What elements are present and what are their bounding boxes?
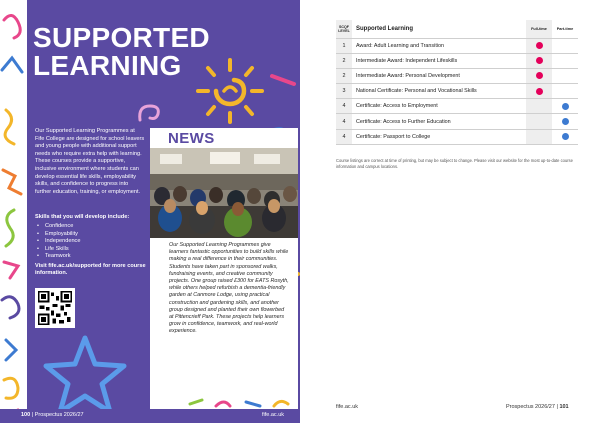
table-row <box>336 38 578 53</box>
course-level: 2 <box>336 53 352 68</box>
course-level: 4 <box>336 99 352 114</box>
squiggle-decoration <box>0 0 27 423</box>
course-level: 2 <box>336 68 352 83</box>
part-time-cell <box>552 99 578 114</box>
part-time-dot-icon <box>562 118 569 125</box>
course-level: 4 <box>336 129 352 144</box>
skills-heading: Skills that you will develop include: <box>35 214 130 220</box>
left-footer <box>0 409 300 423</box>
table-row <box>336 114 578 129</box>
sun-icon <box>190 56 270 126</box>
course-level: 4 <box>336 114 352 129</box>
part-time-cell <box>552 53 578 68</box>
full-time-cell <box>526 38 552 53</box>
course-footnote: Course listings are correct at time of printing, but may be subject to change. Please visit our website for the most up-to-date course information and campus locations. <box>336 158 573 169</box>
title-line-2: LEARNING <box>33 50 182 81</box>
course-name: Certificate: Passport to College <box>352 129 526 144</box>
course-name: Certificate: Access to Employment <box>352 99 526 114</box>
course-table <box>336 20 578 145</box>
skills-list <box>37 223 147 261</box>
classroom-photo <box>150 148 298 238</box>
table-header-row <box>336 20 578 38</box>
course-name: National Certificate: Personal and Vocational Skills <box>352 84 526 99</box>
visit-link-text[interactable]: Visit fife.ac.uk/supported for more course information. <box>35 263 146 277</box>
swirl-icon <box>136 100 166 126</box>
part-time-cell <box>552 129 578 144</box>
full-time-cell <box>526 99 552 114</box>
full-time-cell <box>526 68 552 83</box>
list-item: • Independence <box>37 238 147 246</box>
news-photo <box>150 148 298 238</box>
bottom-squiggles-decoration <box>186 396 296 410</box>
table-row <box>336 84 578 99</box>
full-time-dot-icon <box>536 57 543 64</box>
full-time-column-header: Full-time <box>526 20 552 38</box>
list-item: • Employability <box>37 231 147 239</box>
full-time-dot-icon <box>536 88 543 95</box>
title-line-1: SUPPORTED <box>33 22 210 53</box>
right-footer-site[interactable]: fife.ac.uk <box>336 404 359 410</box>
table-row <box>336 53 578 68</box>
qr-code[interactable] <box>35 288 75 328</box>
course-name: Award: Adult Learning and Transition <box>352 38 526 53</box>
list-item: • Confidence <box>37 223 147 231</box>
qr-code-icon <box>38 291 72 325</box>
full-time-cell <box>526 53 552 68</box>
part-time-dot-icon <box>562 103 569 110</box>
table-row <box>336 68 578 83</box>
course-level: 3 <box>336 84 352 99</box>
right-page-number: Prospectus 2026/27 | 101 <box>506 404 569 410</box>
full-time-dot-icon <box>536 42 543 49</box>
decorative-strip <box>0 0 27 423</box>
news-heading: NEWS <box>168 130 215 147</box>
list-item: • Life Skills <box>37 246 147 254</box>
table-row <box>336 99 578 114</box>
intro-text: Our Supported Learning Programmes at Fife College are designed for school leavers and young people with additional support needs who require extra help with learning. These courses provide a supportive, inclusive environment where students can develop essential life skills, employability skills, and confidence to progress into further education, training, or employment. <box>35 128 145 195</box>
part-time-cell <box>552 114 578 129</box>
part-time-column-header: Part-time <box>552 20 578 38</box>
full-time-cell <box>526 114 552 129</box>
part-time-cell <box>552 68 578 83</box>
left-footer-site[interactable]: fife.ac.uk <box>262 412 285 418</box>
part-time-cell <box>552 38 578 53</box>
level-column-header: SCQF LEVEL <box>336 20 352 38</box>
course-name: Certificate: Access to Further Education <box>352 114 526 129</box>
star-icon <box>40 330 130 420</box>
course-level: 1 <box>336 38 352 53</box>
news-body-text: Our Supported Learning Programmes give learners fantastic opportunities to build skills while making a real difference in their communities. Students have taken part in sponsored walks, fundraising events, and creative community projects. One group raised £300 for EATS Rosyth, while others helped refurbish a dementia-friendly garden at Canmore Lodge, using practical construction and gardening skills, and another group designed and planted their own flowerbed at Pittencrieff Park. These projects help learners grow in confidence, teamwork, and real-world experience. <box>169 242 289 335</box>
full-time-cell <box>526 84 552 99</box>
list-item: • Teamwork <box>37 253 147 261</box>
part-time-dot-icon <box>562 133 569 140</box>
course-name: Intermediate Award: Independent Lifeskills <box>352 53 526 68</box>
part-time-cell <box>552 84 578 99</box>
full-time-cell <box>526 129 552 144</box>
course-name: Intermediate Award: Personal Development <box>352 68 526 83</box>
course-column-header: Supported Learning <box>352 20 526 38</box>
page-title <box>33 24 213 80</box>
full-time-dot-icon <box>536 72 543 79</box>
table-row <box>336 129 578 144</box>
left-page-number: 100 | Prospectus 2026/27 <box>21 412 84 418</box>
